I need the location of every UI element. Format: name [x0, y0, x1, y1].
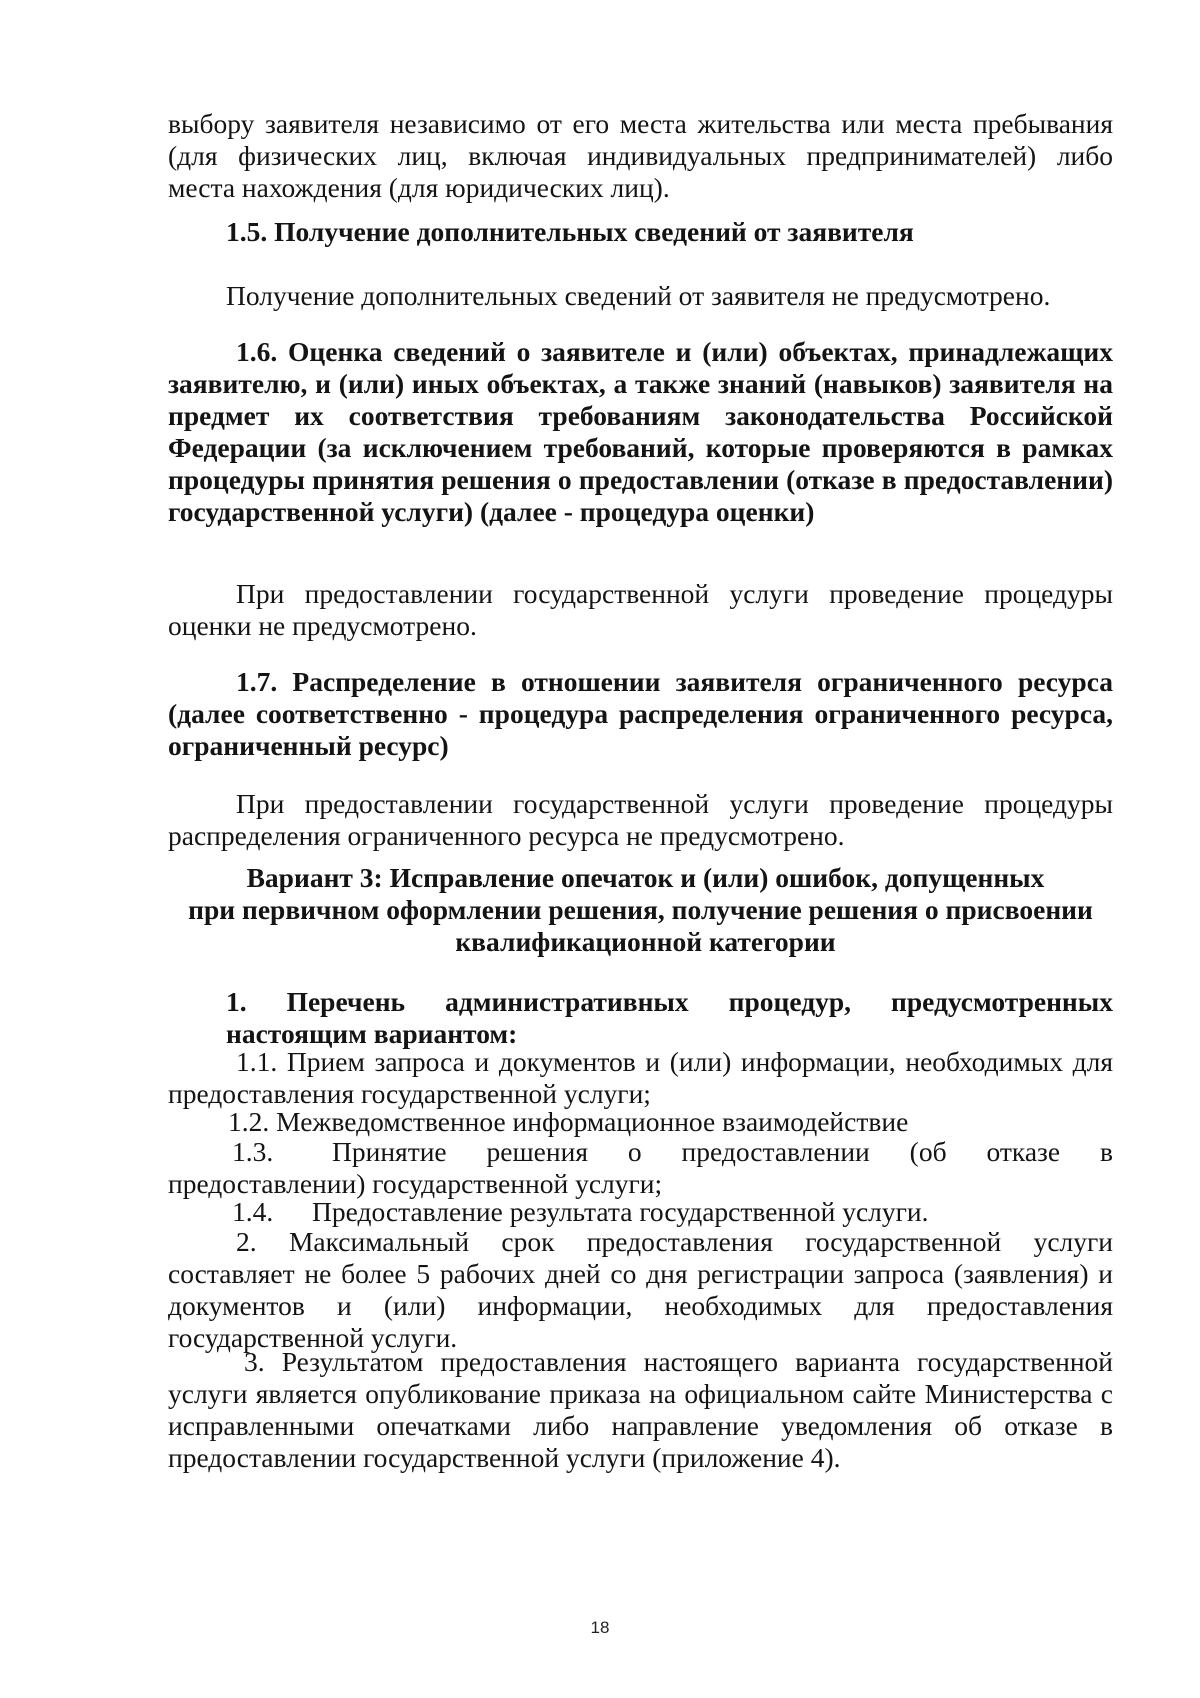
list-item-1-1: 1.1. Прием запроса и документов и (или) информации, необходимых для предоставления государственной услуги;: [168, 1046, 1113, 1109]
variant-3-heading: [168, 862, 1113, 958]
list-item-1-3-line-1: Принятие решения о предоставлении (об отказе в: [332, 1136, 1113, 1167]
list-item-2: 2. Максимальный срок предоставления государственной услуги составляет не более 5 рабочих дней со дня регистрации запроса (заявления) и документов и (или) информации, необходимых для предоставления государственной услуги.: [168, 1226, 1113, 1353]
section-1-5-heading: 1.5. Получение дополнительных сведений от заявителя: [226, 216, 914, 247]
intro-paragraph: [168, 108, 1113, 204]
variant-heading-line-3: квалификационной категории: [455, 926, 836, 957]
section-1-7-text: При предоставлении государственной услуги проведение процедуры распределения ограниченного ресурса не предусмотрено.: [168, 788, 1113, 851]
intro-line-2: (для физических лиц, включая индивидуальных предпринимателей) либо: [168, 140, 1113, 171]
list-item-1-4-number: 1.4.: [232, 1196, 274, 1227]
list-item-1-3: [168, 1136, 1113, 1200]
list-item-1-3-number: 1.3.: [232, 1136, 274, 1167]
list-item-1-4: [168, 1196, 1113, 1228]
list-item-1-line-2: настоящим вариантом:: [226, 1018, 518, 1049]
page-number: 18: [590, 1618, 610, 1637]
list-item-1-line-1: 1. Перечень административных процедур, предусмотренных: [226, 986, 1113, 1017]
list-item-1-3-line-2: предоставлении) государственной услуги;: [168, 1168, 663, 1199]
section-1-7-heading: 1.7. Распределение в отношении заявителя ограниченного ресурса (далее соответственно - процедура распределения ограниченного ресурса, ограниченный ресурс): [168, 666, 1113, 761]
variant-heading-line-2: при первичном оформлении решения, получение решения о присвоении: [188, 894, 1093, 925]
list-item-1-2: 1.2. Межведомственное информационное взаимодействие: [228, 1106, 909, 1137]
section-1-6-heading: 1.6. Оценка сведений о заявителе и (или) объектах, принадлежащих заявителю, и (или) иных объектах, а также знаний (навыков) заявителя на предмет их соответствия требованиям законодательства Российской Федерации (за исключением требований, которые проверяются в рамках процедуры принятия решения о предоставлении (отказе в предоставлении) государственной услуги) (далее - процедура оценки): [168, 336, 1113, 527]
section-1-5-text: Получение дополнительных сведений от заявителя не предусмотрено.: [226, 280, 1051, 311]
list-item-1-4-text: Предоставление результата государственной услуги.: [312, 1196, 929, 1227]
variant-heading-line-1: Вариант 3: Исправление опечаток и (или) ошибок, допущенных: [246, 862, 1045, 893]
section-1-6-text: При предоставлении государственной услуги проведение процедуры оценки не предусмотрено.: [168, 578, 1113, 641]
list-item-3: 3. Результатом предоставления настоящего варианта государственной услуги является опубликование приказа на официальном сайте Министерства с исправленными опечатками либо направление уведомления об отказе в предоставлении государственной услуги (приложение 4).: [168, 1346, 1113, 1473]
intro-line-3: места нахождения (для юридических лиц).: [168, 172, 670, 203]
list-item-1: [168, 986, 1113, 1050]
intro-line-1: выбору заявителя независимо от его места жительства или места пребывания: [168, 108, 1113, 139]
